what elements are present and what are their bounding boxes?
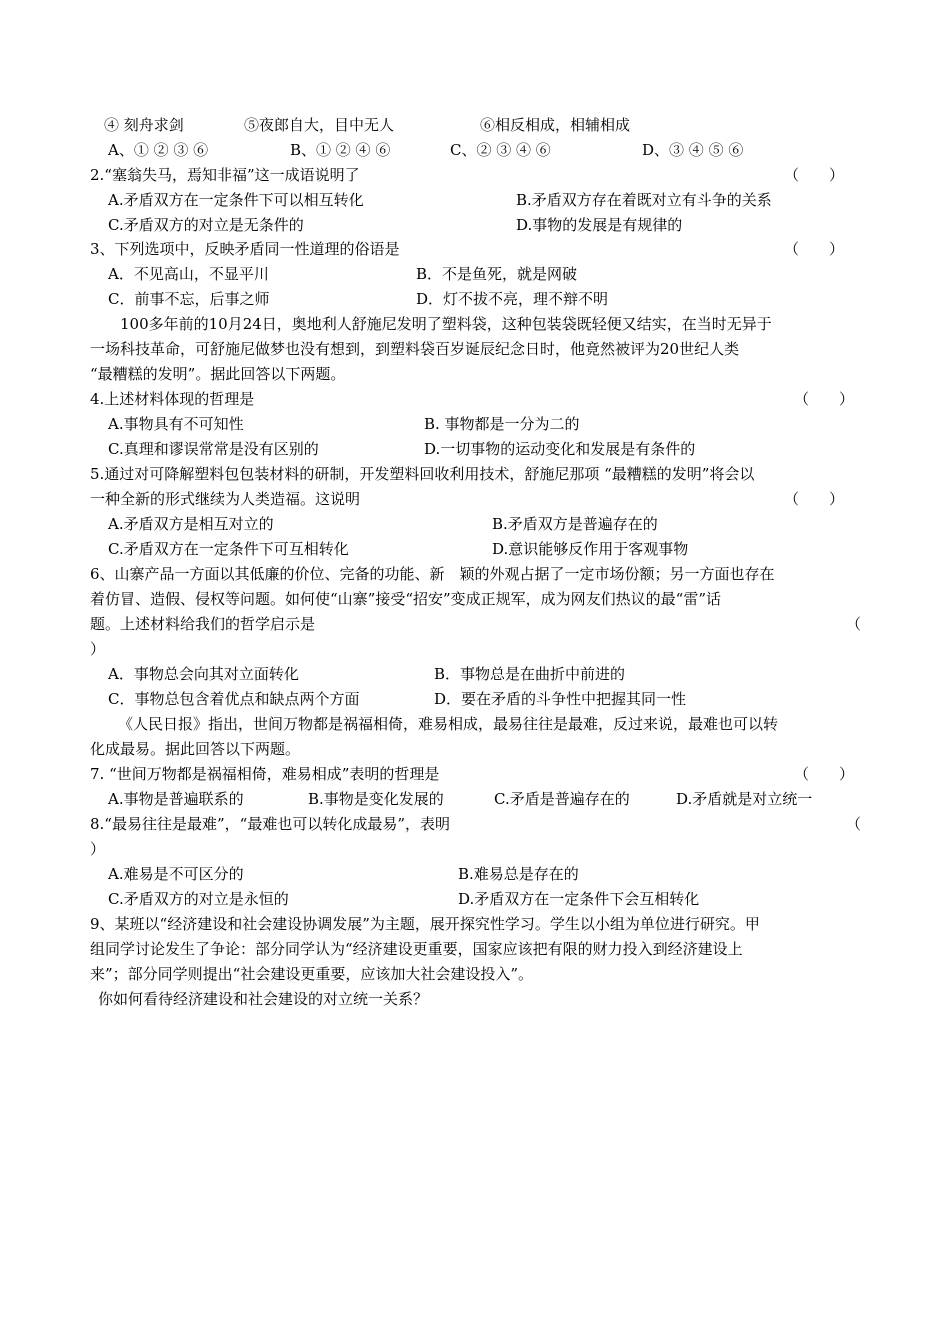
- text-line: D．要在矛盾的斗争性中把握其同一性: [434, 690, 687, 708]
- text-line: ）: [90, 840, 106, 858]
- text-line: C.真理和谬误常常是没有区别的: [108, 440, 319, 458]
- text-line: 一场科技革命，可舒施尼做梦也没有想到，到塑料袋百岁诞辰纪念日时，他竟然被评为20世纪人类: [90, 340, 740, 358]
- text-line: A、① ② ③ ⑥: [108, 141, 209, 159]
- text-line: 组同学讨论发生了争论：部分同学认为“经济建设更重要，国家应该把有限的财力投入到经济建设上: [90, 940, 743, 958]
- text-line: C.矛盾双方的对立是永恒的: [108, 890, 289, 908]
- text-line: （ ）: [784, 166, 845, 184]
- text-line: A.矛盾双方是相互对立的: [108, 515, 274, 533]
- text-line: D.事物的发展是有规律的: [516, 216, 683, 234]
- text-line: ④ 刻舟求剑: [104, 116, 184, 134]
- text-line: 化成最易。据此回答以下两题。: [90, 740, 301, 758]
- text-line: 着仿冒、造假、侵权等问题。如何使“山寨”接受“招安”变成正规军，成为网友们热议的最“雷”话: [90, 590, 722, 608]
- text-line: 9、某班以“经济建设和社会建设协调发展”为主题，展开探究性学习。学生以小组为单位进行研究。甲: [90, 915, 760, 933]
- text-line: A.事物具有不可知性: [108, 415, 244, 433]
- text-line: （ ）: [784, 490, 845, 508]
- text-line: 100多年前的10月24日，奥地利人舒施尼发明了塑料袋，这种包装袋既轻便又结实，在当时无异于: [120, 315, 772, 333]
- text-line: ⑥相反相成，相辅相成: [480, 116, 631, 134]
- text-line: 5.通过对可降解塑料包包装材料的研制，开发塑料回收利用技术，舒施尼那项 “最糟糕的发明”将会以: [90, 465, 755, 483]
- text-line: 7. “世间万物都是祸福相倚，难易相成”表明的哲理是: [90, 765, 440, 783]
- text-line: 3、下列选项中，反映矛盾同一性道理的俗语是: [90, 240, 400, 258]
- text-line: （ ）: [794, 765, 855, 783]
- text-line: （ ）: [784, 240, 845, 258]
- text-line: （: [846, 815, 862, 833]
- text-line: “最糟糕的发明”。据此回答以下两题。: [90, 365, 346, 383]
- text-line: B. 事物都是一分为二的: [424, 415, 580, 433]
- text-line: B．事物总是在曲折中前进的: [434, 665, 626, 683]
- text-line: D.意识能够反作用于客观事物: [492, 540, 689, 558]
- text-line: ）: [90, 640, 106, 658]
- text-line: A.难易是不可区分的: [108, 865, 244, 883]
- text-line: A．不见高山，不显平川: [108, 265, 269, 283]
- text-line: 你如何看待经济建设和社会建设的对立统一关系？: [98, 990, 429, 1008]
- text-line: C、② ③ ④ ⑥: [450, 141, 551, 159]
- text-line: D.矛盾双方在一定条件下会互相转化: [458, 890, 700, 908]
- text-line: C．事物总包含着优点和缺点两个方面: [108, 690, 360, 708]
- text-line: C.矛盾是普遍存在的: [494, 790, 630, 808]
- text-line: C.矛盾双方在一定条件下可互相转化: [108, 540, 349, 558]
- text-line: B.事物是变化发展的: [308, 790, 444, 808]
- text-line: B.难易总是存在的: [458, 865, 579, 883]
- text-line: 一种全新的形式继续为人类造福。这说明: [90, 490, 361, 508]
- text-line: 《人民日报》指出，世间万物都是祸福相倚，难易相成，最易往往是最难，反过来说，最难也可以转: [118, 715, 779, 733]
- text-line: 6、山寨产品一方面以其低廉的价位、完备的功能、新 颖的外观占据了一定市场份额；另一方面也存在: [90, 565, 775, 583]
- text-line: D．灯不拔不亮，理不辩不明: [416, 290, 609, 308]
- text-line: 8.“最易往往是最难”，“最难也可以转化成最易”，表明: [90, 815, 450, 833]
- text-line: ⑤夜郎自大，目中无人: [244, 116, 395, 134]
- text-line: （ ）: [794, 390, 855, 408]
- text-line: D.矛盾就是对立统一: [676, 790, 813, 808]
- text-line: A.事物是普遍联系的: [108, 790, 244, 808]
- text-line: 2.“塞翁失马，焉知非福”这一成语说明了: [90, 166, 360, 184]
- text-line: 来”；部分同学则提出“社会建设更重要，应该加大社会建设投入”。: [90, 965, 534, 983]
- text-line: C．前事不忘，后事之师: [108, 290, 270, 308]
- text-line: D、③ ④ ⑤ ⑥: [642, 141, 744, 159]
- text-line: A.矛盾双方在一定条件下可以相互转化: [108, 191, 364, 209]
- text-line: B．不是鱼死，就是网破: [416, 265, 578, 283]
- text-line: C.矛盾双方的对立是无条件的: [108, 216, 304, 234]
- text-line: 4.上述材料体现的哲理是: [90, 390, 255, 408]
- text-line: B、① ② ④ ⑥: [290, 141, 391, 159]
- text-line: D.一切事物的运动变化和发展是有条件的: [424, 440, 696, 458]
- text-line: A．事物总会向其对立面转化: [108, 665, 299, 683]
- text-line: （: [846, 615, 862, 633]
- text-line: B.矛盾双方存在着既对立有斗争的关系: [516, 191, 772, 209]
- text-line: B.矛盾双方是普遍存在的: [492, 515, 658, 533]
- text-line: 题。上述材料给我们的哲学启示是: [90, 615, 316, 633]
